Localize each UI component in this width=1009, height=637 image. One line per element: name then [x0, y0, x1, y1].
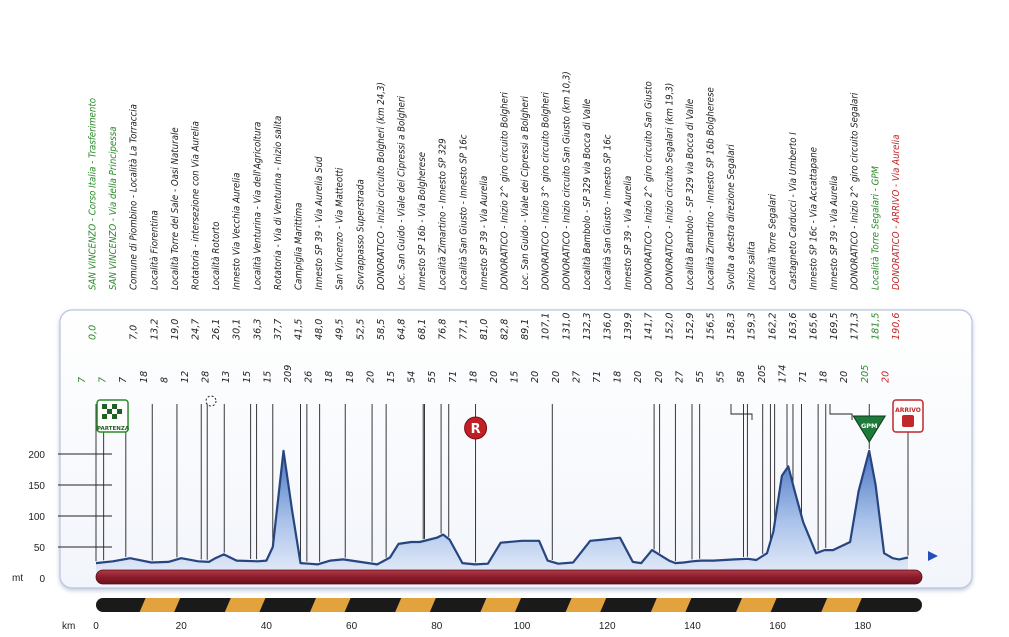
- altitude-value: 15: [509, 370, 521, 383]
- y-tick-label: 100: [28, 512, 45, 523]
- location-label: Località Torre del Sale - Oasi Naturale: [169, 127, 181, 290]
- km-ruler-segment: [566, 598, 607, 612]
- km-value: 190,6: [890, 312, 902, 340]
- location-label: Loc. San Guido - Viale dei Cipressi a Bolgheri: [520, 96, 532, 290]
- altitude-value: 20: [880, 370, 892, 383]
- altitude-value: 20: [530, 370, 542, 383]
- km-value: 13,2: [149, 318, 161, 340]
- altitude-value: 18: [612, 370, 624, 383]
- location-label: Località Zimartino - Innesto SP 329: [437, 138, 449, 290]
- refreshment-label: R: [470, 422, 481, 437]
- location-label: Campiglia Marittima: [293, 202, 305, 290]
- x-tick-label: 0: [93, 621, 99, 632]
- location-label: Innesto SP 39 - Via Aurelia: [478, 175, 490, 290]
- location-label: Innesto SP 39 - Via Aurelia: [623, 175, 635, 290]
- km-value: 181,5: [870, 312, 882, 340]
- altitude-value: 20: [839, 370, 851, 383]
- km-value: 152,9: [684, 312, 696, 340]
- location-label: Località San Giusto - Innesto SP 16c: [602, 134, 614, 290]
- flag-square: [107, 409, 112, 414]
- km-value: 24,7: [190, 318, 202, 340]
- location-label: DONORATICO - Inizio circuito San Giusto (km 10,3): [561, 71, 573, 290]
- location-label: Comune di Piombino - Località La Torraccia: [128, 104, 140, 290]
- km-value: 158,3: [726, 312, 738, 340]
- x-axis-label: km: [62, 621, 76, 632]
- km-value: 132,3: [581, 312, 593, 340]
- altitude-value: 27: [674, 370, 686, 383]
- km-ruler-segment: [395, 598, 436, 612]
- km-value: 163,6: [787, 312, 799, 340]
- location-label: DONORATICO - Inizio 2^ giro circuito Segalari: [849, 92, 861, 290]
- km-value: 41,5: [293, 318, 305, 340]
- km-value: 26,1: [211, 318, 223, 340]
- location-label: Località Fiorentina: [149, 210, 161, 290]
- altitude-value: 20: [550, 370, 562, 383]
- km-ruler-segment: [651, 598, 692, 612]
- location-label: DONORATICO - ARRIVO - Via Aurelia: [890, 134, 902, 290]
- km-value: 156,5: [705, 312, 717, 340]
- location-label: Rotatoria - Via di Venturina - Inizio salita: [272, 115, 284, 290]
- x-tick-label: 20: [175, 621, 187, 632]
- altitude-value: 13: [221, 370, 233, 383]
- location-label: Località Torre Segalari - GPM: [870, 166, 882, 290]
- km-value: 77,1: [458, 318, 470, 340]
- km-value: 0,0: [87, 324, 99, 340]
- location-label: San Vincenzo - Via Matteotti: [334, 167, 346, 290]
- altitude-value: 174: [777, 364, 789, 383]
- refreshment-icon: [465, 417, 487, 439]
- altitude-value: 55: [695, 370, 706, 383]
- altitude-value: 26: [303, 370, 315, 383]
- km-ruler-segment: [225, 598, 266, 612]
- y-tick-label: 200: [28, 450, 45, 461]
- altitude-value: 20: [489, 370, 500, 383]
- altitude-value: 54: [406, 370, 418, 383]
- altitude-value: 205: [859, 364, 871, 383]
- y-tick-label: 50: [33, 543, 45, 554]
- altitude-value: 20: [365, 370, 377, 383]
- location-label: Sovrappasso Superstrada: [355, 179, 367, 290]
- location-label: Località Bambolo - SP 329 via Bocca di Valle: [581, 98, 593, 290]
- location-label: Località Bambolo - SP 329 via Bocca di Valle: [684, 98, 696, 290]
- location-label: Località Venturina - Via dell'Agricoltura: [252, 121, 264, 290]
- x-tick-label: 80: [431, 621, 443, 632]
- x-tick-label: 120: [598, 621, 616, 632]
- km-value: 169,5: [829, 312, 841, 340]
- flag-square: [112, 414, 117, 419]
- altitude-value: 71: [592, 370, 603, 383]
- altitude-value: 205: [756, 364, 768, 383]
- location-label: Località Rotorto: [211, 221, 223, 290]
- altitude-value: 18: [324, 370, 336, 383]
- location-label: Innesto SP 39 - Via Aurelia: [829, 175, 841, 290]
- altitude-value: 71: [447, 370, 459, 383]
- location-label: Inizio salita: [746, 241, 758, 290]
- y-tick-label: 0: [39, 574, 45, 585]
- ground-band: [96, 570, 922, 584]
- altitude-value: 58: [736, 370, 748, 383]
- x-tick-label: 160: [769, 621, 786, 632]
- flag-square: [102, 404, 107, 409]
- km-value: 162,2: [767, 312, 779, 340]
- gpm-label: GPM: [860, 422, 878, 430]
- x-tick-label: 180: [854, 621, 872, 632]
- location-label: DONORATICO - Inizio circuito Bolgheri (km 24,3): [375, 82, 387, 290]
- location-label: Rotatoria - intersezione con Via Aurelia: [190, 121, 202, 290]
- km-value: 52,5: [355, 318, 367, 340]
- flag-square: [117, 409, 122, 414]
- location-label: Località Torre Segalari: [767, 193, 779, 290]
- km-value: 81,0: [478, 318, 490, 340]
- km-value: 152,0: [664, 312, 676, 340]
- x-tick-label: 100: [513, 621, 531, 632]
- flag-square: [102, 414, 107, 419]
- km-value: 64,8: [396, 318, 408, 340]
- km-value: 139,9: [623, 312, 635, 340]
- x-tick-label: 40: [260, 621, 272, 632]
- x-tick-label: 140: [684, 621, 701, 632]
- finish-mark: [902, 415, 914, 427]
- location-label: SAN VINCENZO - Via della Principessa: [108, 126, 120, 290]
- location-label: SAN VINCENZO - Corso Italia - Trasferimento: [87, 98, 99, 290]
- start-badge-label: PARTENZA: [96, 426, 130, 432]
- location-label: Innesto SP 39 - Via Aurelia Sud: [314, 156, 326, 290]
- location-label: DONORATICO - Inizio circuito Segalari (km 19,3): [664, 82, 676, 290]
- flag-square: [112, 404, 117, 409]
- km-value: 58,5: [375, 318, 387, 340]
- altitude-value: 8: [159, 376, 171, 383]
- y-tick-label: 150: [28, 481, 45, 492]
- km-value: 19,0: [169, 318, 181, 340]
- location-label: Località San Giusto - Innesto SP 16c: [458, 134, 470, 290]
- km-ruler-segment: [140, 598, 181, 612]
- km-value: 141,7: [643, 312, 655, 340]
- location-label: Svolta a destra direzione Segalari: [726, 144, 738, 290]
- km-value: 68,1: [417, 318, 429, 340]
- altitude-value: 12: [180, 370, 191, 383]
- location-label: Castagneto Carducci - Via Umberto I: [787, 132, 799, 290]
- km-value: 89,1: [520, 318, 532, 340]
- location-label: DONORATICO - Inizio 3^ giro circuito Bolgheri: [540, 92, 552, 290]
- km-ruler-segment: [310, 598, 351, 612]
- y-axis-label: mt: [12, 573, 24, 584]
- altitude-value: 20: [633, 370, 645, 383]
- location-label: Località Zimartino - Innesto SP 16b Bolgherese: [705, 87, 717, 290]
- km-value: 76,8: [437, 318, 449, 340]
- km-value: 171,3: [849, 312, 861, 340]
- km-value: 165,6: [808, 312, 820, 340]
- location-label: Innesto SP 16b - Via Bolgherese: [417, 151, 429, 290]
- km-ruler: [96, 598, 922, 612]
- finish-icon: [893, 400, 923, 432]
- altitude-value: 55: [427, 370, 439, 383]
- altitude-value: 15: [262, 370, 274, 383]
- start-flag-icon: [97, 400, 130, 432]
- location-label: Innesto Via Vecchia Aurelia: [231, 172, 243, 290]
- x-tick-label: 60: [346, 621, 358, 632]
- km-value: 131,0: [561, 312, 573, 340]
- altitude-value: 18: [468, 370, 480, 383]
- altitude-value: 15: [386, 370, 397, 383]
- km-value: 30,1: [231, 318, 243, 340]
- altitude-value: 18: [344, 370, 356, 383]
- altitude-value: 20: [653, 370, 665, 383]
- altitude-value: 7: [77, 376, 88, 383]
- km-value: 82,8: [499, 318, 511, 340]
- altitude-value: 18: [818, 370, 830, 383]
- altitude-value: 15: [241, 370, 253, 383]
- km-ruler-segment: [736, 598, 777, 612]
- location-label: Innesto SP 16c - Via Accattapane: [808, 146, 820, 290]
- altitude-value: 27: [571, 370, 583, 383]
- km-value: 36,3: [252, 318, 264, 340]
- km-value: 159,3: [746, 312, 758, 340]
- km-value: 49,5: [334, 318, 346, 340]
- location-label: Loc. San Guido - Viale dei Cipressi a Bolgheri: [396, 96, 408, 290]
- km-ruler-segment: [480, 598, 521, 612]
- x-axis: [93, 621, 871, 632]
- altitude-value: 28: [200, 370, 212, 383]
- altitude-value: 18: [138, 370, 150, 383]
- km-value: 136,0: [602, 312, 614, 340]
- altitude-value: 55: [715, 370, 727, 383]
- km-value: 7,0: [128, 324, 140, 340]
- altitude-value: 71: [798, 370, 809, 383]
- km-value: 107,1: [540, 312, 552, 340]
- km-value: 48,0: [314, 318, 326, 340]
- altitude-value: 209: [283, 364, 294, 383]
- location-label: DONORATICO - Inizio 2^ giro circuito San Giusto: [643, 81, 655, 290]
- finish-badge-label: ARRIVO: [895, 407, 921, 414]
- location-label: DONORATICO - Inizio 2^ giro circuito Bolgheri: [499, 92, 511, 290]
- altitude-value: 7: [118, 376, 130, 383]
- km-value: 37,7: [272, 318, 284, 340]
- altitude-value: 7: [97, 376, 109, 383]
- location-labels: [77, 71, 902, 383]
- km-ruler-segment: [821, 598, 862, 612]
